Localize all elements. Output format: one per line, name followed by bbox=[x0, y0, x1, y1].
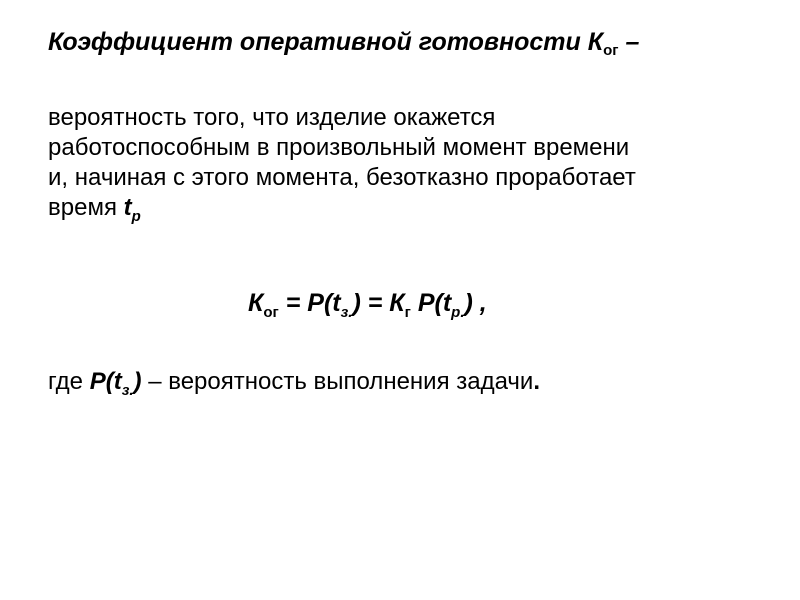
formula-k-subscript: ог bbox=[263, 304, 279, 321]
note-term-b: ) bbox=[133, 368, 142, 395]
note-term-subscript: з. bbox=[121, 382, 134, 399]
formula-tz-subscript: з. bbox=[340, 304, 353, 321]
heading-subscript: ог bbox=[603, 42, 619, 59]
formula-part-4: ) , bbox=[464, 289, 487, 317]
formula-tr-subscript: р. bbox=[451, 304, 465, 321]
definition-line-1: вероятность того, что изделие окажется bbox=[48, 104, 496, 131]
slide-heading bbox=[48, 24, 639, 69]
formula-k: К bbox=[248, 289, 264, 317]
formula-kg-subscript: г bbox=[404, 304, 411, 321]
definition-line-4-prefix: время bbox=[48, 194, 124, 221]
note-prefix: где bbox=[48, 368, 90, 395]
note-term-a: P(t bbox=[89, 368, 122, 395]
note-period: . bbox=[533, 368, 540, 395]
heading-dash: – bbox=[618, 28, 640, 56]
variable-t-subscript: р bbox=[131, 208, 141, 225]
formula-part-1: = P(t bbox=[278, 289, 341, 317]
note-line bbox=[48, 364, 540, 409]
formula-part-3: P(t bbox=[410, 289, 452, 317]
note-description: – вероятность выполнения задачи bbox=[141, 368, 534, 395]
variable-t: t bbox=[123, 194, 132, 221]
formula-part-2: ) = К bbox=[352, 289, 405, 317]
formula bbox=[248, 285, 487, 331]
definition-line-4 bbox=[48, 193, 768, 232]
definition-paragraph bbox=[48, 103, 768, 232]
definition-line-3: и, начиная с этого момента, безотказно проработает bbox=[48, 164, 636, 191]
definition-line-2: работоспособным в произвольный момент времени bbox=[48, 134, 630, 161]
heading-text: Коэффициент оперативной готовности К bbox=[48, 28, 604, 56]
